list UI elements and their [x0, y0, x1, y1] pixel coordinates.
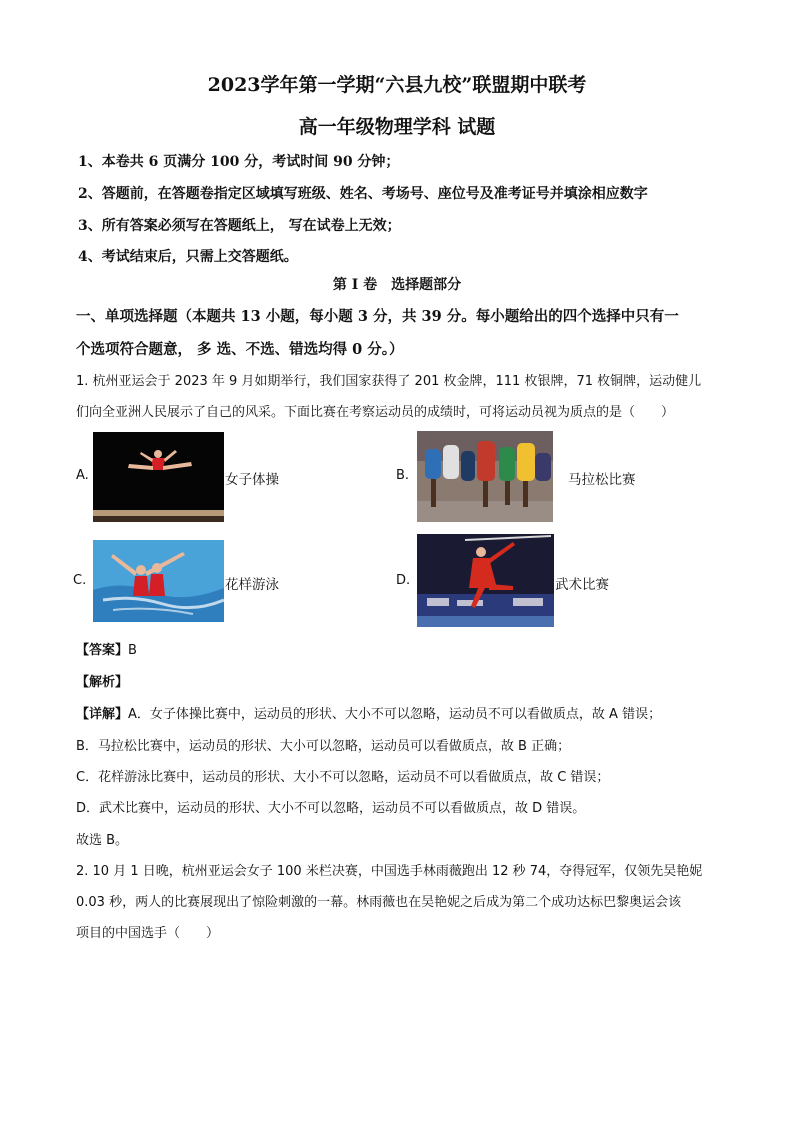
q2-stem-line1: 2. 10 月 1 日晚，杭州亚运会女子 100 米栏决赛，中国选手林雨薇跑出 12 秒 74，夺得冠军，仅领先吴艳妮 — [76, 864, 703, 879]
detail-line-d: D．武术比赛中，运动员的形状、大小不可以忽略，运动员不可以看做质点，故 D 错误。 — [76, 801, 586, 816]
detail-tag: 【详解】 — [76, 707, 129, 722]
instruction-3: 3、所有答案必须写在答题纸上， 写在试卷上无效； — [78, 218, 401, 234]
exam-subtitle: 高一年级物理学科 试题 — [298, 116, 496, 138]
q1-option-a-label: 女子体操 — [225, 472, 279, 488]
part1-heading-line2: 个选项符合题意， 多 选、不选、错选均得 0 分。） — [76, 341, 404, 358]
marathon-photo-icon — [417, 431, 553, 522]
detail-line-b: B．马拉松比赛中，运动员的形状、大小可以忽略，运动员可以看做质点，故 B 正确； — [76, 739, 571, 754]
q2-stem-line2: 0.03 秒，两人的比赛展现出了惊险刺激的一幕。林雨薇也在吴艳妮之后成为第二个成功达标巴黎奥运会该 — [76, 895, 682, 910]
exam-title: 2023学年第一学期“六县九校”联盟期中联考 — [207, 74, 587, 96]
detail-line-a — [76, 703, 661, 722]
q1-option-c-label: 花样游泳 — [225, 577, 279, 593]
q1-option-d-letter: D. — [396, 573, 411, 588]
detail-text-a: A．女子体操比赛中，运动员的形状、大小不可以忽略，运动员不可以看做质点，故 A 错误； — [128, 707, 662, 722]
q1-option-b-letter: B. — [396, 468, 410, 483]
instruction-4: 4、考试结束后，只需上交答题纸。 — [78, 249, 298, 265]
q1-stem-line1: 1. 杭州亚运会于 2023 年 9 月如期举行，我们国家获得了 201 枚金牌，111 枚银牌，71 枚铜牌，运动健儿 — [76, 374, 702, 389]
q1-option-d-label: 武术比赛 — [555, 577, 609, 593]
analysis-tag: 【解析】 — [76, 675, 129, 690]
q2-stem-line3: 项目的中国选手（ ） — [76, 926, 220, 941]
q1-option-a-letter: A. — [76, 468, 89, 483]
part1-heading-line1: 一、单项选择题（本题共 13 小题，每小题 3 分，共 39 分。每小题给出的四个选择中只有一 — [76, 308, 679, 325]
instruction-2: 2、答题前，在答题卷指定区域填写班级、姓名、考场号、座位号及准考证号并填涂相应数字 — [78, 186, 648, 202]
section-title: 第 I 卷 选择题部分 — [332, 277, 462, 293]
instruction-1: 1、本卷共 6 页满分 100 分，考试时间 90 分钟； — [78, 154, 400, 170]
answer-tag: 【答案】 — [76, 643, 129, 658]
q1-option-b-label: 马拉松比赛 — [568, 472, 636, 488]
q1-stem-line2: 们向全亚洲人民展示了自己的风采。下面比赛在考察运动员的成绩时，可将运动员视为质点的是（ ） — [76, 405, 675, 420]
detail-conclusion: 故选 B。 — [76, 833, 129, 848]
q1-answer — [76, 639, 137, 658]
detail-line-c: C．花样游泳比赛中，运动员的形状、大小不可以忽略，运动员不可以看做质点，故 C 错误； — [76, 770, 610, 785]
answer-value: B — [128, 643, 137, 658]
gymnast-photo-icon — [93, 432, 224, 522]
q1-option-c-letter: C. — [73, 573, 87, 588]
swimming-photo-icon — [93, 540, 224, 622]
wushu-photo-icon — [417, 534, 554, 627]
